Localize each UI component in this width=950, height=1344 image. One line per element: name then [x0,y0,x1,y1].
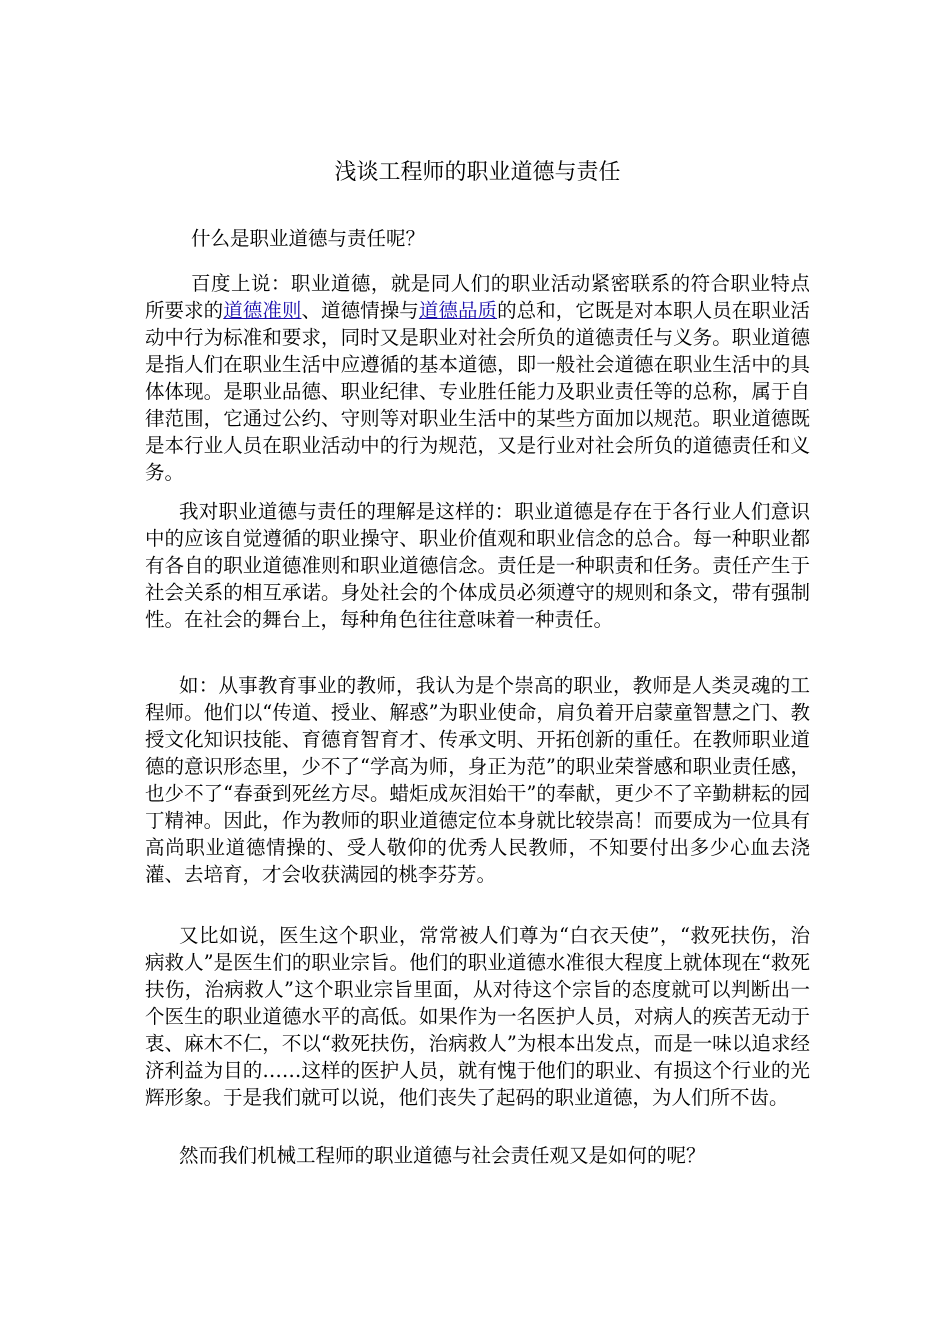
moral-quality-link[interactable]: 道德品质 [418,299,498,322]
document-title: 浅谈工程师的职业道德与责任 [334,160,621,185]
definition-text-3: 的总和，它既是对本职人员在职业活动中行为标准和要求，同时又是职业对社会所负的道德责任与义务。职业道德是指人们在职业生活中应遵循的基本道德，即一般社会道德在职业生活中的具体体现。是职业品德、职业纪律、专业胜任能力及职业责任等的总称，属于自律范围，它通过公约、守则等对职业生活中的某些方面加以规范。职业道德既是本行业人员在职业活动中的行为规范，又是行业对社会所负的道德责任和义务。 [145,299,810,484]
doctor-paragraph: 又比如说，医生这个职业，常常被人们尊为“白衣天使”，“救死扶伤，治病救人”是医生们的职业宗旨。他们的职业道德水准很大程度上就体现在“救死扶伤，治病救人”这个职业宗旨里面，从对待这个宗旨的态度就可以判断出一个医生的职业道德水平的高低。如果作为一名医护人员，对病人的疾苦无动于衷、麻木不仁，不以“救死扶伤，治病救人”为根本出发点，而是一味以追求经济利益为目的……这样的医护人员，就有愧于他们的职业、有损这个行业的光辉形象。于是我们就可以说，他们丧失了起码的职业道德，为人们所不齿。 [145,924,810,1109]
understanding-paragraph: 我对职业道德与责任的理解是这样的：职业道德是存在于各行业人们意识中的应该自觉遵循的职业操守、职业价值观和职业信念的总合。每一种职业都有各自的职业道德准则和职业道德信念。责任是一种职责和任务。责任产生于社会关系的相互承诺。身处社会的个体成员必须遵守的规则和条文，带有强制性。在社会的舞台上，每种角色往往意味着一种责任。 [145,500,810,631]
engineer-question-paragraph: 然而我们机械工程师的职业道德与社会责任观又是如何的呢？ [179,1144,706,1167]
definition-text-2: 、道德情操与 [301,299,419,322]
definition-paragraph [145,270,810,486]
moral-code-link[interactable]: 道德准则 [223,299,302,322]
question-paragraph: 什么是职业道德与责任呢？ [191,227,426,250]
definition-text-1: 百度上说：职业道德，就是同人们的职业活动紧密联系的符合职业特点所要求的 [145,272,810,322]
teacher-paragraph: 如：从事教育事业的教师，我认为是个崇高的职业，教师是人类灵魂的工程师。他们以“传道、授业、解惑”为职业使命，肩负着开启蒙童智慧之门、教授文化知识技能、育德育智育才、传承文明、开拓创新的重任。在教师职业道德的意识形态里，少不了“学高为师，身正为范”的职业荣誉感和职业责任感，也少不了“春蚕到死丝方尽。蜡炬成灰泪始干”的奉献，更少不了辛勤耕耘的园丁精神。因此，作为教师的职业道德定位本身就比较崇高！而要成为一位具有高尚职业道德情操的、受人敬仰的优秀人民教师，不知要付出多少心血去浇灌、去培育，才会收获满园的桃李芬芳。 [145,674,810,886]
